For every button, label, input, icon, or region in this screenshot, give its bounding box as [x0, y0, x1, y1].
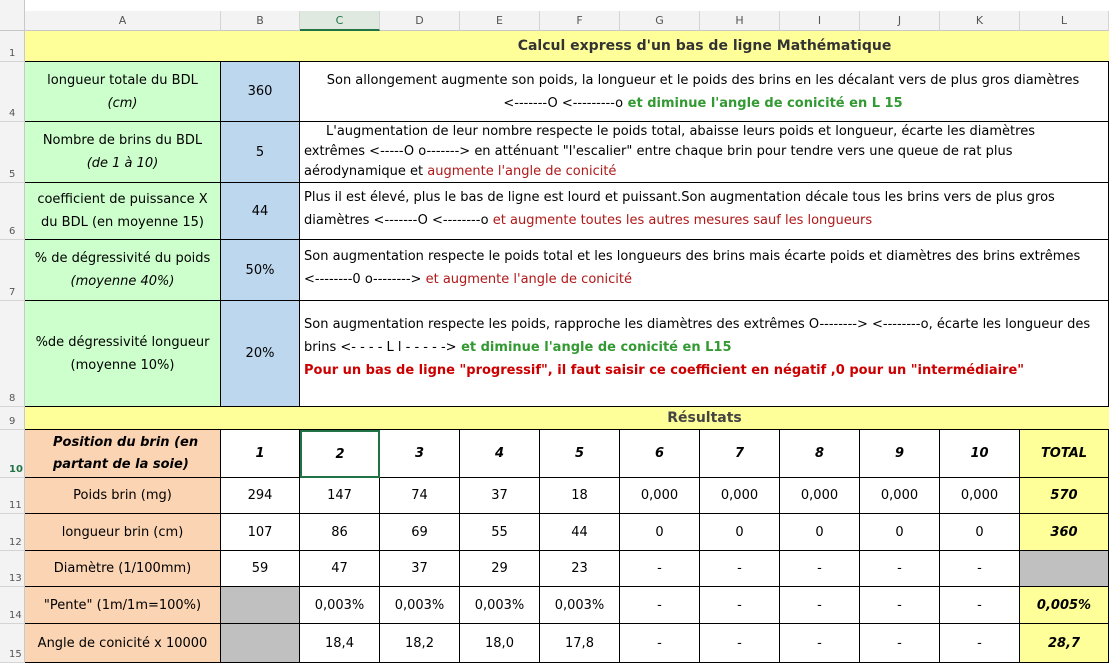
column-header-a[interactable]: A — [25, 11, 221, 31]
result-cell[interactable]: 0,003% — [460, 587, 540, 624]
position-cell[interactable]: 5 — [540, 430, 620, 478]
column-header-h[interactable]: H — [700, 11, 780, 31]
result-cell[interactable]: 59 — [221, 551, 300, 587]
weight-row-label[interactable]: Poids brin (mg) — [25, 478, 221, 514]
param-label-power-coefficient[interactable]: coefficient de puissance X du BDL (en moyenne 15) — [25, 183, 221, 240]
cone-angle-row-label[interactable]: Angle de conicité x 10000 — [25, 624, 221, 663]
result-cell[interactable]: 0,003% — [300, 587, 380, 624]
result-cell[interactable]: - — [940, 551, 1020, 587]
column-header-i[interactable]: I — [780, 11, 860, 31]
row-header-1[interactable]: 1 — [0, 31, 25, 62]
length-row-label[interactable]: longueur brin (cm) — [25, 514, 221, 551]
column-header-d[interactable]: D — [380, 11, 460, 31]
weight-row-total[interactable]: 570 — [1020, 478, 1109, 514]
result-cell[interactable]: 0,003% — [380, 587, 460, 624]
result-cell[interactable]: - — [780, 624, 860, 663]
column-header-k[interactable]: K — [940, 11, 1020, 31]
result-cell[interactable]: 74 — [380, 478, 460, 514]
results-left-fill[interactable] — [25, 407, 300, 430]
result-cell[interactable]: - — [780, 551, 860, 587]
row-header-11[interactable]: 11 — [0, 478, 25, 514]
result-cell[interactable]: 0,000 — [940, 478, 1020, 514]
result-cell[interactable]: 18 — [540, 478, 620, 514]
result-cell[interactable]: - — [940, 587, 1020, 624]
param-input-strand-count[interactable]: 5 — [221, 122, 300, 183]
result-cell[interactable] — [221, 624, 300, 663]
position-cell[interactable]: 10 — [940, 430, 1020, 478]
param-desc-total-length[interactable]: Son allongement augmente son poids, la longueur et le poids des brins en les décalant vers de plus gros diamètres <-------O <---------o et diminue l'angle de conicité en L 15 — [300, 62, 1109, 122]
result-cell[interactable]: - — [780, 587, 860, 624]
position-cell[interactable]: 8 — [780, 430, 860, 478]
result-cell[interactable]: - — [620, 587, 700, 624]
row-header-4[interactable]: 4 — [0, 62, 25, 122]
row-header-12[interactable]: 12 — [0, 514, 25, 551]
result-cell[interactable]: 0,000 — [780, 478, 860, 514]
row-header-13[interactable]: 13 — [0, 551, 25, 587]
position-header-label[interactable]: Position du brin (en partant de la soie) — [25, 430, 221, 478]
result-cell[interactable]: - — [700, 624, 780, 663]
row-header-6[interactable]: 6 — [0, 183, 25, 240]
result-cell[interactable]: 0,003% — [540, 587, 620, 624]
result-cell[interactable]: 0,000 — [700, 478, 780, 514]
result-cell[interactable]: - — [860, 624, 940, 663]
result-cell[interactable]: - — [860, 587, 940, 624]
result-cell[interactable]: 18,4 — [300, 624, 380, 663]
result-cell[interactable]: 23 — [540, 551, 620, 587]
result-cell[interactable]: 0 — [700, 514, 780, 551]
row-header-8[interactable]: 8 — [0, 301, 25, 407]
row-header-5[interactable]: 5 — [0, 122, 25, 183]
param-label-total-length[interactable]: longueur totale du BDL (cm) — [25, 62, 221, 122]
result-cell[interactable]: 44 — [540, 514, 620, 551]
param-desc-length-degression[interactable]: Son augmentation respecte les poids, rapproche les diamètres des extrêmes O--------> <--------o, écarte les longueur des brins <- - - - L l - - - - -> et diminue l'angle de conicité en L15 Pour un bas de ligne "progressif", il faut saisir ce coefficient en négatif ,0 pour un "intermédiaire" — [300, 301, 1109, 407]
param-label-length-degression[interactable]: %de dégressivité longueur (moyenne 10%) — [25, 301, 221, 407]
select-all-corner[interactable] — [0, 0, 25, 31]
column-header-f[interactable]: F — [540, 11, 620, 31]
param-input-weight-degression[interactable]: 50% — [221, 240, 300, 301]
result-cell[interactable]: 17,8 — [540, 624, 620, 663]
result-cell[interactable]: 18,2 — [380, 624, 460, 663]
param-label-strand-count[interactable]: Nombre de brins du BDL (de 1 à 10) — [25, 122, 221, 183]
result-cell[interactable]: 37 — [460, 478, 540, 514]
param-input-length-degression[interactable]: 20% — [221, 301, 300, 407]
result-cell[interactable]: 86 — [300, 514, 380, 551]
param-input-total-length[interactable]: 360 — [221, 62, 300, 122]
position-cell[interactable]: 6 — [620, 430, 700, 478]
result-cell[interactable]: 294 — [221, 478, 300, 514]
result-cell[interactable]: - — [700, 551, 780, 587]
sheet-title[interactable]: Calcul express d'un bas de ligne Mathématique — [300, 31, 1109, 62]
column-header-g[interactable]: G — [620, 11, 700, 31]
result-cell[interactable]: 0 — [620, 514, 700, 551]
param-desc-strand-count[interactable]: L'augmentation de leur nombre respecte le poids total, abaisse leurs poids et longueur, écarte les diamètres extrêmes <-----O o-------> en atténuant "l'escalier" entre chaque brin pour tendre vers une queue de rat plus aérodynamique et augmente l'angle de conicité — [300, 122, 1109, 183]
column-header-c[interactable]: C — [300, 11, 380, 31]
column-header-j[interactable]: J — [860, 11, 940, 31]
param-label-weight-degression[interactable]: % de dégressivité du poids (moyenne 40%) — [25, 240, 221, 301]
result-cell[interactable]: 47 — [300, 551, 380, 587]
result-cell[interactable]: 0 — [860, 514, 940, 551]
result-cell[interactable]: - — [620, 624, 700, 663]
position-cell[interactable]: 2 — [300, 430, 380, 478]
slope-row-label[interactable]: "Pente" (1m/1m=100%) — [25, 587, 221, 624]
length-row-total[interactable]: 360 — [1020, 514, 1109, 551]
position-cell[interactable]: 1 — [221, 430, 300, 478]
position-cell[interactable]: 9 — [860, 430, 940, 478]
row-header-15[interactable]: 15 — [0, 624, 25, 663]
position-cell[interactable]: 3 — [380, 430, 460, 478]
param-desc-weight-degression[interactable]: Son augmentation respecte le poids total et les longueurs des brins mais écarte poids et diamètres des brins extrêmes <--------0 o--------> et augmente l'angle de conicité — [300, 240, 1109, 301]
diameter-row-label[interactable]: Diamètre (1/100mm) — [25, 551, 221, 587]
cone-angle-row-total[interactable]: 28,7 — [1020, 624, 1109, 663]
result-cell[interactable]: 0 — [940, 514, 1020, 551]
result-cell[interactable]: 37 — [380, 551, 460, 587]
result-cell[interactable]: - — [940, 624, 1020, 663]
results-title[interactable]: Résultats — [300, 407, 1109, 430]
row-header-9[interactable]: 9 — [0, 407, 25, 430]
slope-row-total[interactable]: 0,005% — [1020, 587, 1109, 624]
position-cell[interactable]: 4 — [460, 430, 540, 478]
row-header-10[interactable]: 10 — [0, 430, 25, 478]
total-header[interactable]: TOTAL — [1020, 430, 1109, 478]
diameter-row-total[interactable] — [1020, 551, 1109, 587]
param-desc-power-coefficient[interactable]: Plus il est élevé, plus le bas de ligne est lourd et puissant.Son augmentation décale tous les brins vers de plus gros diamètres <-------O <--------o et augmente toutes les autres mesures sauf les longueurs — [300, 183, 1109, 240]
column-header-e[interactable]: E — [460, 11, 540, 31]
result-cell[interactable]: 69 — [380, 514, 460, 551]
column-header-b[interactable]: B — [221, 11, 300, 31]
position-cell[interactable]: 7 — [700, 430, 780, 478]
result-cell[interactable]: - — [620, 551, 700, 587]
title-left-fill[interactable] — [25, 31, 300, 62]
result-cell[interactable]: - — [860, 551, 940, 587]
result-cell[interactable]: 18,0 — [460, 624, 540, 663]
row-header-14[interactable]: 14 — [0, 587, 25, 624]
result-cell[interactable]: 0,000 — [860, 478, 940, 514]
result-cell[interactable] — [221, 587, 300, 624]
result-cell[interactable]: - — [700, 587, 780, 624]
row-header-7[interactable]: 7 — [0, 240, 25, 301]
result-cell[interactable]: 0,000 — [620, 478, 700, 514]
result-cell[interactable]: 147 — [300, 478, 380, 514]
result-cell[interactable]: 107 — [221, 514, 300, 551]
param-input-power-coefficient[interactable]: 44 — [221, 183, 300, 240]
result-cell[interactable]: 29 — [460, 551, 540, 587]
result-cell[interactable]: 0 — [780, 514, 860, 551]
column-header-l[interactable]: L — [1020, 11, 1109, 31]
result-cell[interactable]: 55 — [460, 514, 540, 551]
